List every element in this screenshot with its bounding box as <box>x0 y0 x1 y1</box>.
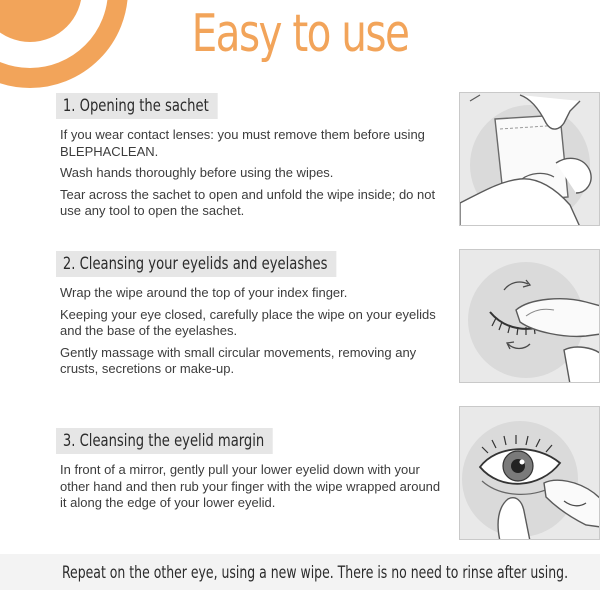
step-2-text-1: Wrap the wipe around the top of your index finger. <box>60 285 348 300</box>
step-2-section <box>60 251 450 383</box>
step-1-text-3: Tear across the sachet to open and unfold the wipe inside; do not use any tool to open the sachet. <box>60 186 436 218</box>
step-2-heading: 2. Cleansing your eyelids and eyelashes <box>56 251 336 277</box>
step-3-text-1: In front of a mirror, gently pull your lower eyelid down with your other hand and then rub your finger with the wipe wrapped around it along the edge of your lower eyelid. <box>60 462 441 510</box>
step-1-text-1: If you wear contact lenses: you must remove them before using BLEPHACLEAN. <box>60 127 425 159</box>
illustration-finger-on-closed-eyelid <box>459 249 600 383</box>
step-1-text-2: Wash hands thoroughly before using the wipes. <box>60 165 334 180</box>
footer-note: Repeat on the other eye, using a new wipe. There is no need to rinse after using. <box>62 563 569 582</box>
step-3-section <box>60 428 450 517</box>
step-1-heading: 1. Opening the sachet <box>56 93 217 119</box>
step-2-text-2: Keeping your eye closed, carefully place the wipe on your eyelids and the base of the eyelashes. <box>60 306 436 338</box>
page-title: Easy to use <box>191 4 409 64</box>
footer-note-bar <box>0 554 600 590</box>
step-3-heading: 3. Cleansing the eyelid margin <box>56 428 273 454</box>
step-2-text-3: Gently massage with small circular movements, removing any crusts, secretions or make-up. <box>60 344 417 376</box>
illustration-hands-opening-sachet <box>459 92 600 226</box>
illustration-finger-on-lower-eyelid <box>459 406 600 540</box>
step-1-section <box>60 93 450 225</box>
